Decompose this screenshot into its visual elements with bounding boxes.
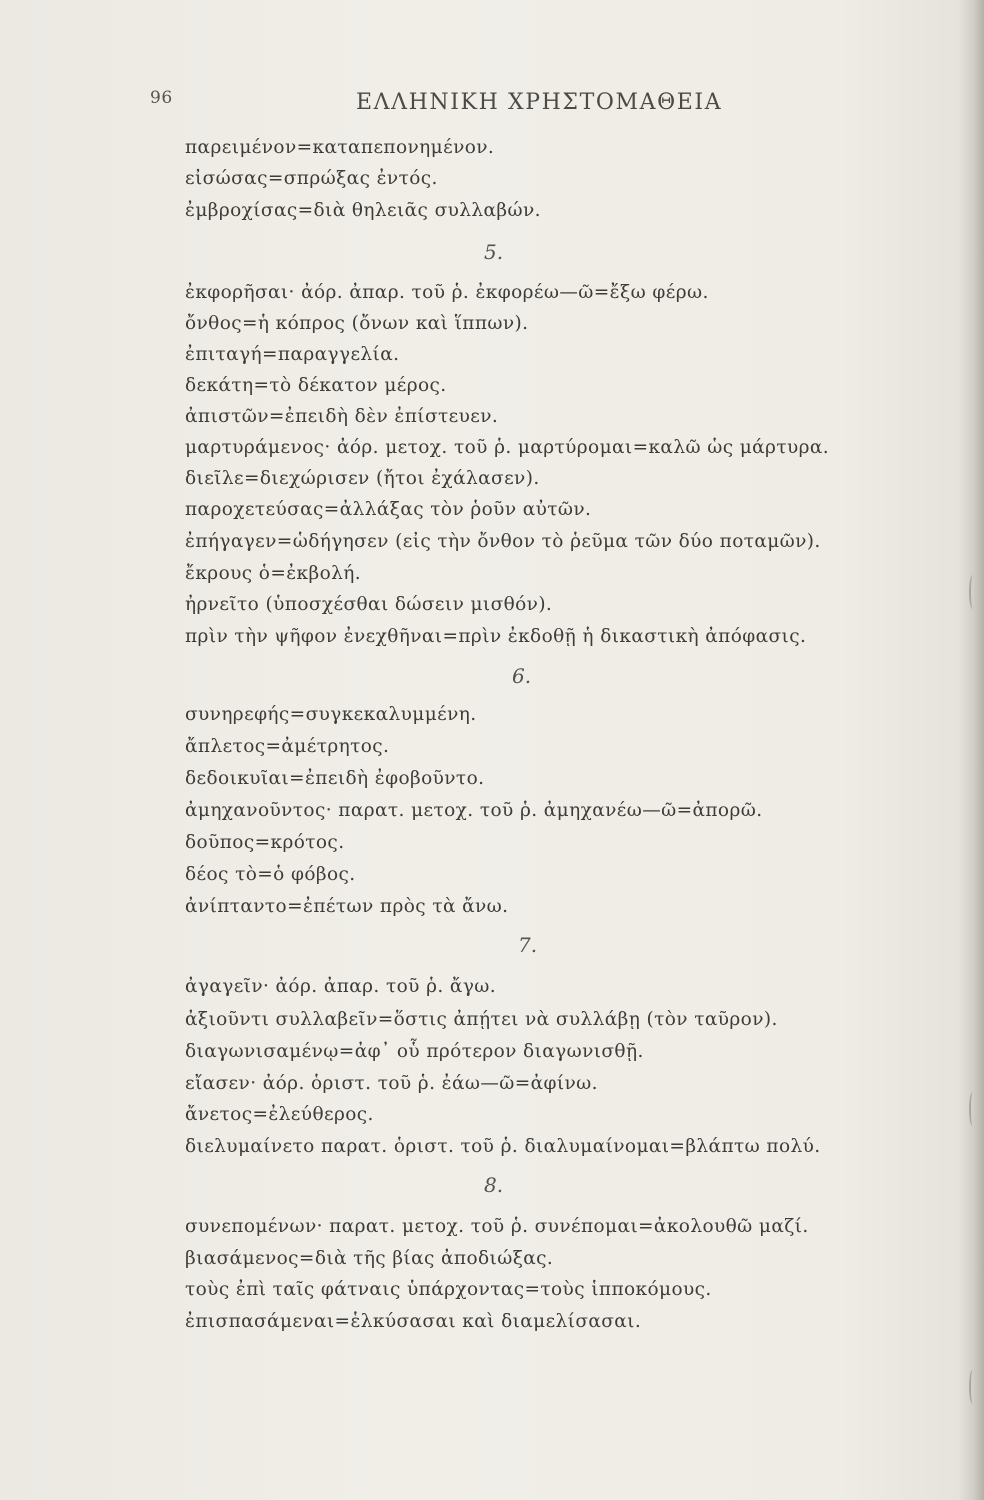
glossary-line: διαγωνισαμένῳ=ἀφ᾽ οὗ πρότερον διαγωνισθῇ. (185, 1041, 644, 1062)
glossary-line: ἐπιταγή=παραγγελία. (185, 344, 400, 365)
glossary-line: εἴασεν· ἀόρ. ὁριστ. τοῦ ῥ. ἐάω—ῶ=ἀφίνω. (185, 1073, 598, 1094)
glossary-line: δεκάτη=τὸ δέκατον μέρος. (185, 375, 447, 396)
glossary-line: παρειμένον=καταπεπονημένον. (185, 137, 495, 158)
binding-mark (969, 1370, 976, 1404)
glossary-line: συνεπομένων· παρατ. μετοχ. τοῦ ῥ. συνέπομαι=ἀκολουθῶ μαζί. (185, 1216, 809, 1237)
glossary-line: δέος τὸ=ὁ φόβος. (185, 864, 356, 885)
section-number: 5. (484, 240, 504, 264)
glossary-line: διεῖλε=διεχώρισεν (ἤτοι ἐχάλασεν). (185, 468, 540, 489)
glossary-line: ἄνετος=ἐλεύθερος. (185, 1104, 374, 1125)
glossary-line: ἀπιστῶν=ἐπειδὴ δὲν ἐπίστευεν. (185, 406, 499, 427)
glossary-line: τοὺς ἐπὶ ταῖς φάτναις ὑπάρχοντας=τοὺς ἱπποκόμους. (185, 1279, 712, 1300)
glossary-line: δοῦπος=κρότος. (185, 832, 345, 853)
page-edge-shadow (958, 0, 984, 1500)
section-number: 7. (518, 933, 538, 957)
glossary-line: ἀξιοῦντι συλλαβεῖν=ὅστις ἀπῄτει νὰ συλλάβῃ (τὸν ταῦρον). (185, 1009, 778, 1030)
glossary-line: βιασάμενος=διὰ τῆς βίας ἀποδιώξας. (185, 1248, 554, 1269)
glossary-line: δεδοικυῖαι=ἐπειδὴ ἐφοβοῦντο. (185, 768, 485, 789)
glossary-line: ὄνθος=ἡ κόπρος (ὄνων καὶ ἵππων). (185, 313, 529, 334)
glossary-line: ἐπισπασάμεναι=ἑλκύσασαι καὶ διαμελίσασαι. (185, 1311, 642, 1332)
glossary-line: πρὶν τὴν ψῆφον ἐνεχθῆναι=πρὶν ἐκδοθῇ ἡ δικαστικὴ ἀπόφασις. (185, 626, 807, 647)
glossary-line: μαρτυράμενος· ἀόρ. μετοχ. τοῦ ῥ. μαρτύρομαι=καλῶ ὡς μάρτυρα. (185, 437, 830, 458)
glossary-line: ἀμηχανοῦντος· παρατ. μετοχ. τοῦ ῥ. ἀμηχανέω—ῶ=ἀπορῶ. (185, 800, 763, 821)
glossary-line: ἔκρους ὁ=ἐκβολή. (185, 563, 362, 584)
glossary-line: ἀγαγεῖν· ἀόρ. ἀπαρ. τοῦ ῥ. ἄγω. (185, 976, 497, 997)
glossary-line: ἠρνεῖτο (ὑποσχέσθαι δώσειν μισθόν). (185, 594, 553, 615)
glossary-line: ἐμβροχίσας=διὰ θηλειᾶς συλλαβών. (185, 200, 541, 221)
glossary-line: εἰσώσας=σπρώξας ἐντός. (185, 168, 438, 189)
glossary-line: ἄπλετος=ἀμέτρητος. (185, 736, 390, 757)
glossary-line: συνηρεφής=συγκεκαλυμμένη. (185, 704, 477, 725)
glossary-line: διελυμαίνετο παρατ. ὁριστ. τοῦ ῥ. διαλυμαίνομαι=βλάπτω πολύ. (185, 1136, 821, 1157)
binding-mark (969, 1092, 976, 1126)
glossary-line: ἐπήγαγεν=ὡδήγησεν (εἰς τὴν ὄνθον τὸ ῥεῦμα τῶν δύο ποταμῶν). (185, 531, 821, 552)
glossary-line: ἀνίπταντο=ἐπέτων πρὸς τὰ ἄνω. (185, 896, 509, 917)
running-title: ΕΛΛΗΝΙΚΗ ΧΡΗΣΤΟΜΑΘΕΙΑ (356, 90, 723, 115)
glossary-line: ἐκφορῆσαι· ἀόρ. ἀπαρ. τοῦ ῥ. ἐκφορέω—ῶ=ἔξω φέρω. (185, 282, 709, 303)
binding-mark (969, 575, 976, 609)
glossary-line: παροχετεύσας=ἀλλάξας τὸν ῥοῦν αὐτῶν. (185, 499, 592, 520)
section-number: 8. (484, 1173, 504, 1197)
page-number: 96 (150, 88, 173, 108)
section-number: 6. (512, 664, 532, 688)
